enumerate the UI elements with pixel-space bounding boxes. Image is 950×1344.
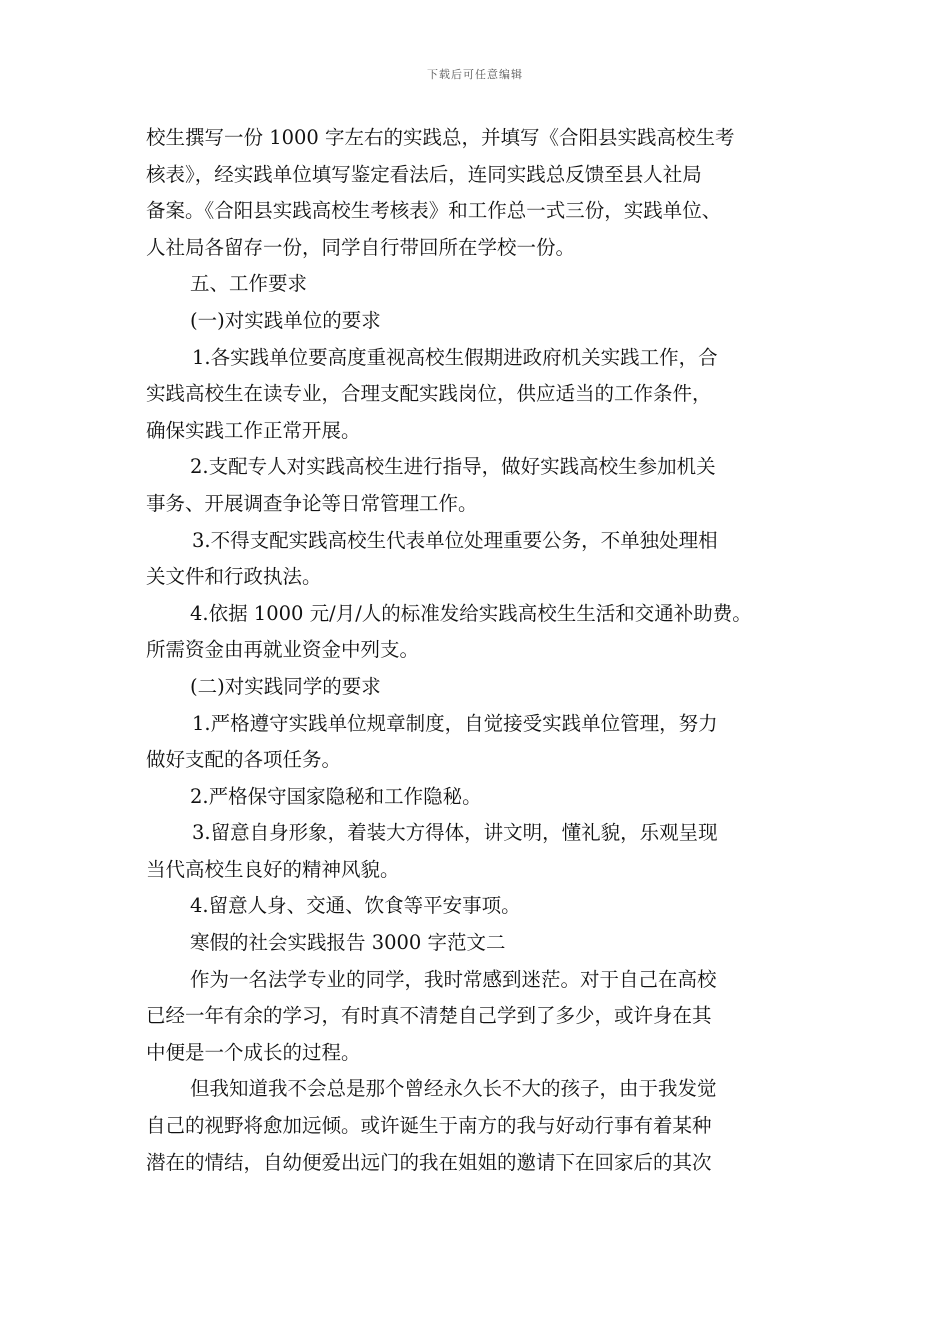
text-line: 中便是一个成长的过程。 (146, 1040, 361, 1064)
text-line: 1.严格遵守实践单位规章制度，自觉接受实践单位管理，努力 (192, 711, 718, 735)
text-line: 关文件和行政执法。 (146, 565, 322, 589)
text-line: 4.依据 1000 元/月/人的标准发给实践高校生生活和交通补助费。 (190, 601, 752, 625)
text-line: 自己的视野将愈加远倾。或许诞生于南方的我与好动行事有着某种 (146, 1114, 712, 1138)
text-line: 确保实践工作正常开展。 (146, 418, 361, 442)
text-line: 备案。《合阳县实践高校生考核表》和工作总一式三份，实践单位、 (146, 199, 722, 223)
text-line: 作为一名法学专业的同学，我时常感到迷茫。对于自己在高校 (190, 967, 717, 991)
text-line: 2.支配专人对实践高校生进行指导，做好实践高校生参加机关 (190, 455, 716, 479)
text-line: 校生撰写一份 1000 字左右的实践总，并填写《合阳县实践高校生考 (146, 126, 735, 149)
text-line: 实践高校生在读专业，合理支配实践岗位，供应适当的工作条件， (146, 382, 712, 406)
document-body (146, 120, 816, 1181)
text-line: 3.不得支配实践高校生代表单位处理重要公务，不单独处理相 (192, 528, 718, 552)
text-line: 事务、开展调查争论等日常管理工作。 (146, 491, 478, 515)
text-line: 4.留意人身、交通、饮食等平安事项。 (190, 894, 521, 918)
text-line: 核表》，经实践单位填写鉴定看法后，连同实践总反馈至县人社局 (146, 162, 702, 186)
text-line: 1.各实践单位要高度重视高校生假期进政府机关实践工作，合 (192, 345, 718, 369)
subsection-heading: (二)对实践同学的要求 (190, 674, 381, 698)
text-line: 潜在的情结，自幼便爱出远门的我在姐姐的邀请下在回家后的其次 (146, 1150, 712, 1174)
text-line: 3.留意自身形象，着装大方得体，讲文明，懂礼貌，乐观呈现 (192, 821, 718, 845)
subsection-heading: (一)对实践单位的要求 (190, 308, 381, 332)
article-heading: 寒假的社会实践报告 3000 字范文二 (190, 931, 506, 955)
text-line: 做好支配的各项任务。 (146, 748, 342, 772)
text-line: 所需资金由再就业资金中列支。 (146, 638, 420, 662)
text-line: 已经一年有余的学习，有时真不清楚自己学到了多少，或许身在其 (146, 1004, 712, 1028)
text-line: 人社局各留存一份，同学自行带回所在学校一份。 (146, 235, 576, 259)
text-line: 但我知道我不会总是那个曾经永久长不大的孩子，由于我发觉 (190, 1077, 717, 1101)
page-header: 下载后可任意编辑 (427, 68, 523, 81)
section-heading: 五、工作要求 (190, 272, 308, 296)
text-line: 2.严格保守国家隐秘和工作隐秘。 (190, 784, 482, 808)
text-line: 当代高校生良好的精神风貌。 (146, 857, 400, 881)
